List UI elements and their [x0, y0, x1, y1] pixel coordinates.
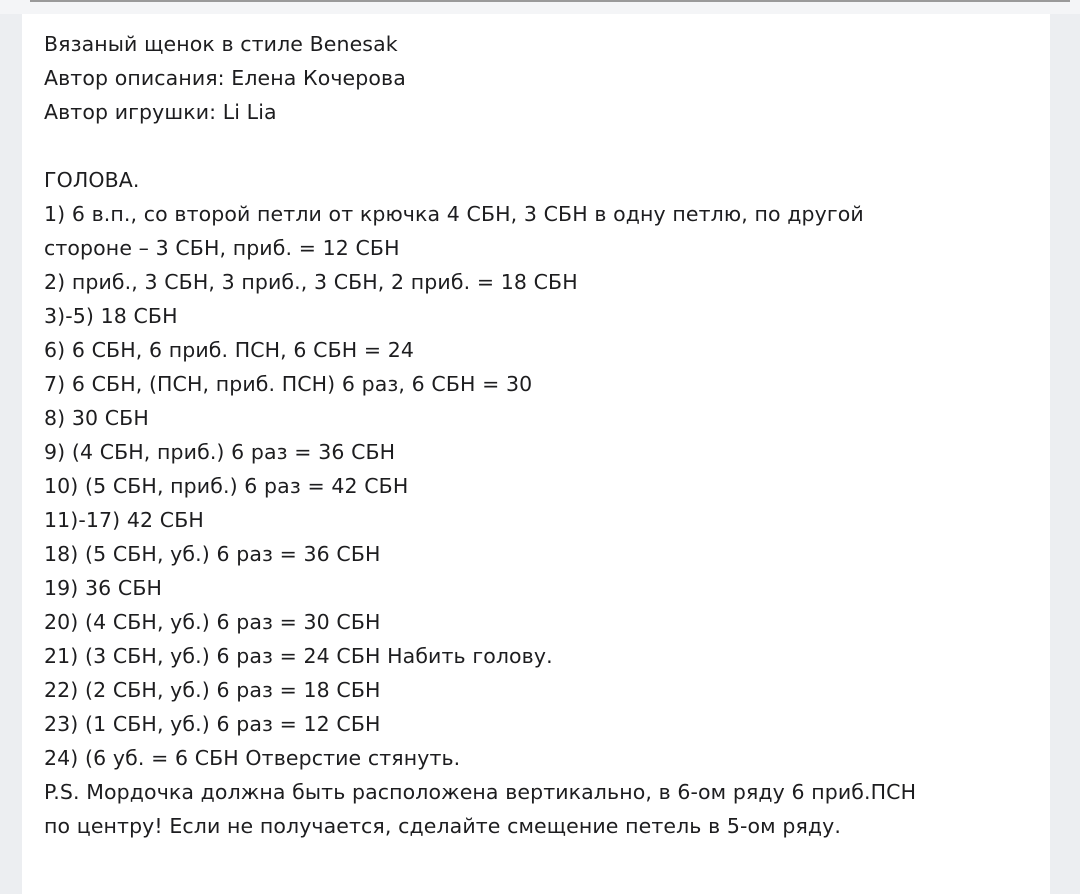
row-19: 19) 36 СБН	[44, 576, 162, 600]
post-card	[22, 14, 1050, 894]
row-23: 23) (1 СБН, уб.) 6 раз = 12 СБН	[44, 712, 381, 736]
row-9: 9) (4 СБН, приб.) 6 раз = 36 СБН	[44, 440, 396, 464]
row-2: 2) приб., 3 СБН, 3 приб., 3 СБН, 2 приб. = 18 СБН	[44, 270, 578, 294]
pattern-text	[44, 27, 1044, 843]
ps-note-line1: P.S. Мордочка должна быть расположена вертикально, в 6-ом ряду 6 приб.ПСН	[44, 780, 917, 804]
row-6: 6) 6 СБН, 6 приб. ПСН, 6 СБН = 24	[44, 338, 415, 362]
top-divider	[30, 0, 1070, 2]
row-8: 8) 30 СБН	[44, 406, 149, 430]
description-author: Автор описания: Елена Кочерова	[44, 66, 406, 90]
blank-line	[44, 129, 1044, 163]
row-22: 22) (2 СБН, уб.) 6 раз = 18 СБН	[44, 678, 381, 702]
row-1a: 1) 6 в.п., со второй петли от крючка 4 СБН, 3 СБН в одну петлю, по другой	[44, 202, 864, 226]
row-11-17: 11)-17) 42 СБН	[44, 508, 204, 532]
row-3-5: 3)-5) 18 СБН	[44, 304, 178, 328]
row-1b: стороне – 3 СБН, приб. = 12 СБН	[44, 236, 400, 260]
ps-note-line2: по центру! Если не получается, сделайте смещение петель в 5-ом ряду.	[44, 814, 842, 838]
row-7: 7) 6 СБН, (ПСН, приб. ПСН) 6 раз, 6 СБН = 30	[44, 372, 533, 396]
row-21: 21) (3 СБН, уб.) 6 раз = 24 СБН Набить голову.	[44, 644, 553, 668]
top-bar	[0, 0, 1080, 14]
post-title: Вязаный щенок в стиле Benesak	[44, 32, 398, 56]
row-20: 20) (4 СБН, уб.) 6 раз = 30 СБН	[44, 610, 381, 634]
row-18: 18) (5 СБН, уб.) 6 раз = 36 СБН	[44, 542, 381, 566]
section-heading: ГОЛОВА.	[44, 168, 140, 192]
row-10: 10) (5 СБН, приб.) 6 раз = 42 СБН	[44, 474, 409, 498]
toy-author: Автор игрушки: Li Lia	[44, 100, 277, 124]
row-24: 24) (6 уб. = 6 СБН Отверстие стянуть.	[44, 746, 461, 770]
